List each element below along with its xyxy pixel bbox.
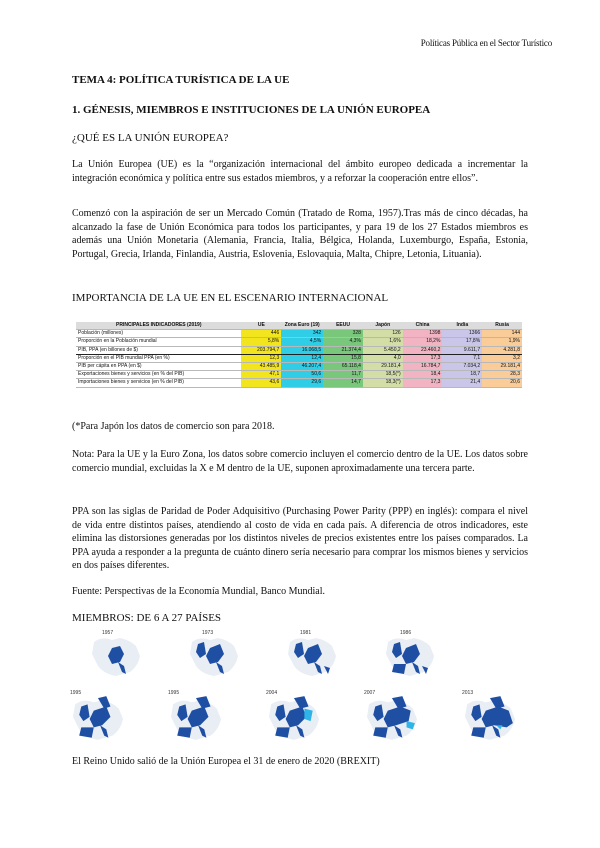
map-year-label: 1981 <box>300 630 312 636</box>
map-year-label: 1995 <box>168 690 180 696</box>
table-header-cell: Japón <box>363 322 403 330</box>
table-cell: 1366 <box>442 330 482 338</box>
map-1957 <box>86 632 148 680</box>
table-row <box>76 371 522 379</box>
table-cell: 5.450,2 <box>363 346 403 354</box>
table-header-cell: PRINCIPALES INDICADORES (2019) <box>76 322 241 330</box>
table-cell: 12,4 <box>281 354 323 362</box>
table-cell: 29,6 <box>281 379 323 387</box>
table-cell: 14,7 <box>323 379 363 387</box>
map-1973 <box>184 632 246 680</box>
table-cell: 7,1 <box>442 354 482 362</box>
map-2007 <box>360 694 426 744</box>
table-cell: 43.485,9 <box>241 363 281 371</box>
japan-footnote: (*Para Japón los datos de comercio son para 2018. <box>72 421 275 432</box>
topic-title: TEMA 4: POLÍTICA TURÍSTICA DE LA UE <box>72 74 290 86</box>
table-cell: 446 <box>241 330 281 338</box>
table-header-cell: Rusia <box>482 322 522 330</box>
enlargement-maps <box>66 628 536 748</box>
table-cell: 43,6 <box>241 379 281 387</box>
table-row <box>76 363 522 371</box>
table-cell: 1,6% <box>363 338 403 346</box>
table-cell: 15,8 <box>323 354 363 362</box>
table-cell: 126 <box>363 330 403 338</box>
table-cell: 17,3 <box>403 354 443 362</box>
map-1981 <box>282 632 344 680</box>
table-cell: 18,3(*) <box>363 379 403 387</box>
table-cell: 7.034,2 <box>442 363 482 371</box>
table-cell: 17,3 <box>403 379 443 387</box>
table-header-cell: India <box>442 322 482 330</box>
table-cell: 18,4 <box>403 371 443 379</box>
map-1995 <box>66 694 132 744</box>
table-cell: 18,5(*) <box>363 371 403 379</box>
table-cell: 4,5% <box>281 338 323 346</box>
course-title: Políticas Pública en el Sector Turístico <box>420 38 552 48</box>
table-cell: 12,3 <box>241 354 281 362</box>
source-line: Fuente: Perspectivas de la Economía Mundial, Banco Mundial. <box>72 586 325 597</box>
table-cell: 1,9% <box>482 338 522 346</box>
map-year-label: 2013 <box>462 690 474 696</box>
map-1995-b <box>164 694 230 744</box>
section-title: 1. GÉNESIS, MIEMBROS E INSTITUCIONES DE LA UNIÓN EUROPEA <box>72 104 431 116</box>
table-cell: 203.794,7 <box>241 346 281 354</box>
table-cell: 21.374,4 <box>323 346 363 354</box>
table-cell: 16.784,7 <box>403 363 443 371</box>
table-cell: 11,7 <box>323 371 363 379</box>
table-cell: 29.181,4 <box>363 363 403 371</box>
map-year-label: 1957 <box>102 630 114 636</box>
table-header-cell: China <box>403 322 443 330</box>
table-cell: 4,3% <box>323 338 363 346</box>
table-cell: PIB per cápita en PPA (en $) <box>76 363 241 371</box>
table-header-cell: Zona Euro (19) <box>281 322 323 330</box>
table-cell: 144 <box>482 330 522 338</box>
brexit-note: El Reino Unido salió de la Unión Europea el 31 de enero de 2020 (BREXIT) <box>72 756 380 767</box>
table-header-row <box>76 322 522 330</box>
table-cell: 18,2% <box>403 338 443 346</box>
table-cell: 29.181,4 <box>482 363 522 371</box>
map-year-label: 2007 <box>364 690 376 696</box>
paragraph-definition: La Unión Europea (UE) es la “organización internacional del ámbito europeo dedicada a incrementar la integración económica y política entre sus estados miembros, y a reforzar la cooperación entre ellos”. <box>72 159 528 184</box>
table-cell: 342 <box>281 330 323 338</box>
map-year-label: 1973 <box>202 630 214 636</box>
importance-title: IMPORTANCIA DE LA UE EN EL ESCENARIO INTERNACIONAL <box>72 292 389 304</box>
map-2013 <box>458 694 524 744</box>
map-1986 <box>380 632 442 680</box>
table-cell: 4,0 <box>363 354 403 362</box>
members-title: MIEMBROS: DE 6 A 27 PAÍSES <box>72 612 222 624</box>
table-cell: 50,6 <box>281 371 323 379</box>
paragraph-ppa: PPA son las siglas de Paridad de Poder Adquisitivo (Purchasing Power Parity (PPP) en inglés): compara el nivel de vida entre distintos países, atendiendo al costo de vida en cada país. A diferencia de otros indicadores, este elimina las distorsiones generadas por los distintos niveles de precios existentes entre los países comparados. La PPA ayuda a responder a la pregunta de cuánto dinero sería necesario para comprar los mismos bienes y servicios en dos países diferentes. <box>72 506 528 572</box>
table-cell: 4.281,8 <box>482 346 522 354</box>
paragraph-note: Nota: Para la UE y la Euro Zona, los datos sobre comercio incluyen el comercio dentro de la UE. Los datos sobre comercio mundial, excluidas la X e M dentro de la UE, suponen aproximadamente una tercera parte. <box>72 449 528 474</box>
table-cell: 28,3 <box>482 371 522 379</box>
table-cell: 20,6 <box>482 379 522 387</box>
table-cell: Importaciones bienes y servicios (en % del PIB) <box>76 379 241 387</box>
table-cell: 21,4 <box>442 379 482 387</box>
table-cell: 47,1 <box>241 371 281 379</box>
table-cell: 1398 <box>403 330 443 338</box>
map-year-label: 1995 <box>70 690 82 696</box>
map-year-label: 1986 <box>400 630 412 636</box>
table-cell: PIB, PPA (en billones de $) <box>76 346 241 354</box>
table-cell: Exportaciones bienes y servicios (en % del PIB) <box>76 371 241 379</box>
paragraph-history: Comenzó con la aspiración de ser un Mercado Común (Tratado de Roma, 1957).Tras más de cinco décadas, ha alcanzado la fase de Unión Económica para todos los participantes, y para 19 de los 27 Estados miembros es además una Unión Monetaria (Alemania, Francia, Italia, Bélgica, Holanda, Luxemburgo, España, Estonia, Portugal, Grecia, Irlanda, Finlandia, Austria, Eslovenia, Eslovaquia, Malta, Chipre, Letonia, Lituania). <box>72 208 528 260</box>
table-cell: 18,7 <box>442 371 482 379</box>
table-row <box>76 330 522 338</box>
indicators-table <box>76 322 522 388</box>
table-cell: 23.460,2 <box>403 346 443 354</box>
table-cell: Proporción en la Población mundial <box>76 338 241 346</box>
table-header-cell: EEUU <box>323 322 363 330</box>
table-cell: 9.611,7 <box>442 346 482 354</box>
table-row <box>76 354 522 362</box>
table-row <box>76 346 522 354</box>
question-title: ¿QUÉ ES LA UNIÓN EUROPEA? <box>72 132 229 144</box>
table-cell: 17,8% <box>442 338 482 346</box>
map-2004 <box>262 694 328 744</box>
table-cell: 3,2 <box>482 354 522 362</box>
table-row <box>76 338 522 346</box>
table-row <box>76 379 522 387</box>
table-cell: 5,8% <box>241 338 281 346</box>
table-header-cell: UE <box>241 322 281 330</box>
map-year-label: 2004 <box>266 690 278 696</box>
table-cell: 65.118,4 <box>323 363 363 371</box>
table-cell: 328 <box>323 330 363 338</box>
table-cell: 16.068,5 <box>281 346 323 354</box>
table-cell: Proporción en el PIB mundial PPA (en %) <box>76 354 241 362</box>
table-cell: 46.207,4 <box>281 363 323 371</box>
table-cell: Población (millones) <box>76 330 241 338</box>
